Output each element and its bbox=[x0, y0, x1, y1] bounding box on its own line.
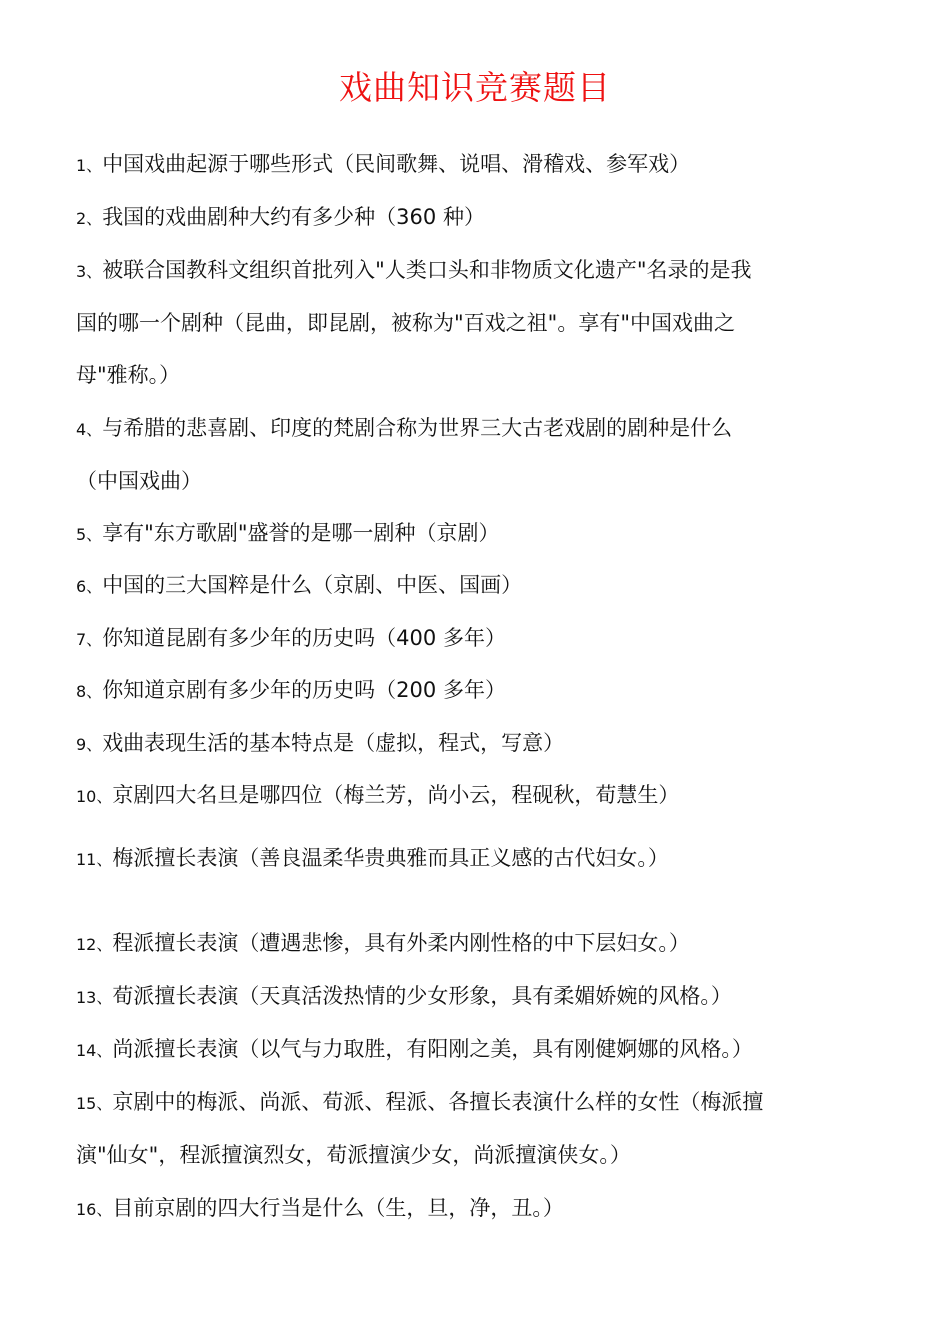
question-number: 14、 bbox=[76, 1041, 113, 1060]
question-number: 12、 bbox=[76, 935, 113, 954]
question-7 bbox=[76, 612, 876, 666]
question-text: 梅派擅长表演（善良温柔华贵典雅而具正义感的古代妇女。） bbox=[112, 846, 669, 870]
question-number: 16、 bbox=[76, 1200, 113, 1219]
question-text: 演"仙女"，程派擅演烈女，荀派擅演少女，尚派擅演侠女。） bbox=[76, 1143, 631, 1167]
question-11 bbox=[76, 832, 876, 886]
question-14 bbox=[76, 1023, 876, 1077]
question-number: 5、 bbox=[76, 525, 103, 544]
question-6 bbox=[76, 559, 876, 613]
question-number: 13、 bbox=[76, 988, 113, 1007]
question-text: 京剧四大名旦是哪四位（梅兰芳，尚小云，程砚秋，荀慧生） bbox=[112, 783, 680, 807]
question-3 bbox=[76, 244, 876, 298]
question-text: 荀派擅长表演（天真活泼热情的少女形象，具有柔媚娇婉的风格。） bbox=[112, 984, 732, 1008]
question-text: 被联合国教科文组织首批列入"人类口头和非物质文化遗产"名录的是我 bbox=[102, 258, 752, 282]
question-text: 中国的三大国粹是什么（京剧、中医、国画） bbox=[102, 573, 523, 597]
question-number: 11、 bbox=[76, 850, 113, 869]
question-10 bbox=[76, 769, 876, 823]
question-text: 母"雅称。） bbox=[76, 363, 181, 387]
question-text: 你知道昆剧有多少年的历史吗（400 多年） bbox=[102, 626, 506, 650]
question-number: 2、 bbox=[76, 209, 103, 228]
question-text: 目前京剧的四大行当是什么（生，旦，净，丑。） bbox=[112, 1196, 564, 1220]
question-number: 8、 bbox=[76, 682, 103, 701]
question-number: 9、 bbox=[76, 735, 103, 754]
question-5 bbox=[76, 507, 876, 561]
question-text: 中国戏曲起源于哪些形式（民间歌舞、说唱、滑稽戏、参军戏） bbox=[102, 152, 691, 176]
question-text: 戏曲表现生活的基本特点是（虚拟，程式，写意） bbox=[102, 731, 565, 755]
question-text: （中国戏曲） bbox=[76, 469, 202, 493]
question-text: 京剧中的梅派、尚派、荀派、程派、各擅长表演什么样的女性（梅派擅 bbox=[112, 1090, 764, 1114]
question-15 bbox=[76, 1076, 876, 1130]
question-3-continuation bbox=[76, 297, 876, 349]
question-text: 我国的戏曲剧种大约有多少种（360 种） bbox=[102, 205, 485, 229]
question-text: 与希腊的悲喜剧、印度的梵剧合称为世界三大古老戏剧的剧种是什么 bbox=[102, 416, 733, 440]
question-1 bbox=[76, 138, 876, 192]
question-number: 7、 bbox=[76, 630, 103, 649]
question-text: 尚派擅长表演（以气与力取胜，有阳刚之美，具有刚健婀娜的风格。） bbox=[112, 1037, 753, 1061]
question-9 bbox=[76, 717, 876, 771]
question-text: 程派擅长表演（遭遇悲惨，具有外柔内刚性格的中下层妇女。） bbox=[112, 931, 690, 955]
question-16 bbox=[76, 1182, 876, 1236]
question-number: 15、 bbox=[76, 1094, 113, 1113]
question-text: 你知道京剧有多少年的历史吗（200 多年） bbox=[102, 678, 506, 702]
question-4-continuation bbox=[76, 455, 876, 507]
question-number: 4、 bbox=[76, 420, 103, 439]
question-number: 1、 bbox=[76, 156, 103, 175]
document-title: 戏曲知识竞赛题目 bbox=[339, 68, 611, 107]
question-number: 6、 bbox=[76, 577, 103, 596]
question-2 bbox=[76, 191, 876, 245]
question-15-continuation bbox=[76, 1129, 876, 1181]
question-text: 国的哪一个剧种（昆曲，即昆剧，被称为"百戏之祖"。享有"中国戏曲之 bbox=[76, 311, 735, 335]
question-4 bbox=[76, 402, 876, 456]
question-text: 享有"东方歌剧"盛誉的是哪一剧种（京剧） bbox=[102, 521, 500, 545]
question-number: 10、 bbox=[76, 787, 113, 806]
question-13 bbox=[76, 970, 876, 1024]
question-number: 3、 bbox=[76, 262, 103, 281]
question-12 bbox=[76, 917, 876, 971]
question-3-continuation bbox=[76, 349, 876, 401]
question-8 bbox=[76, 664, 876, 718]
